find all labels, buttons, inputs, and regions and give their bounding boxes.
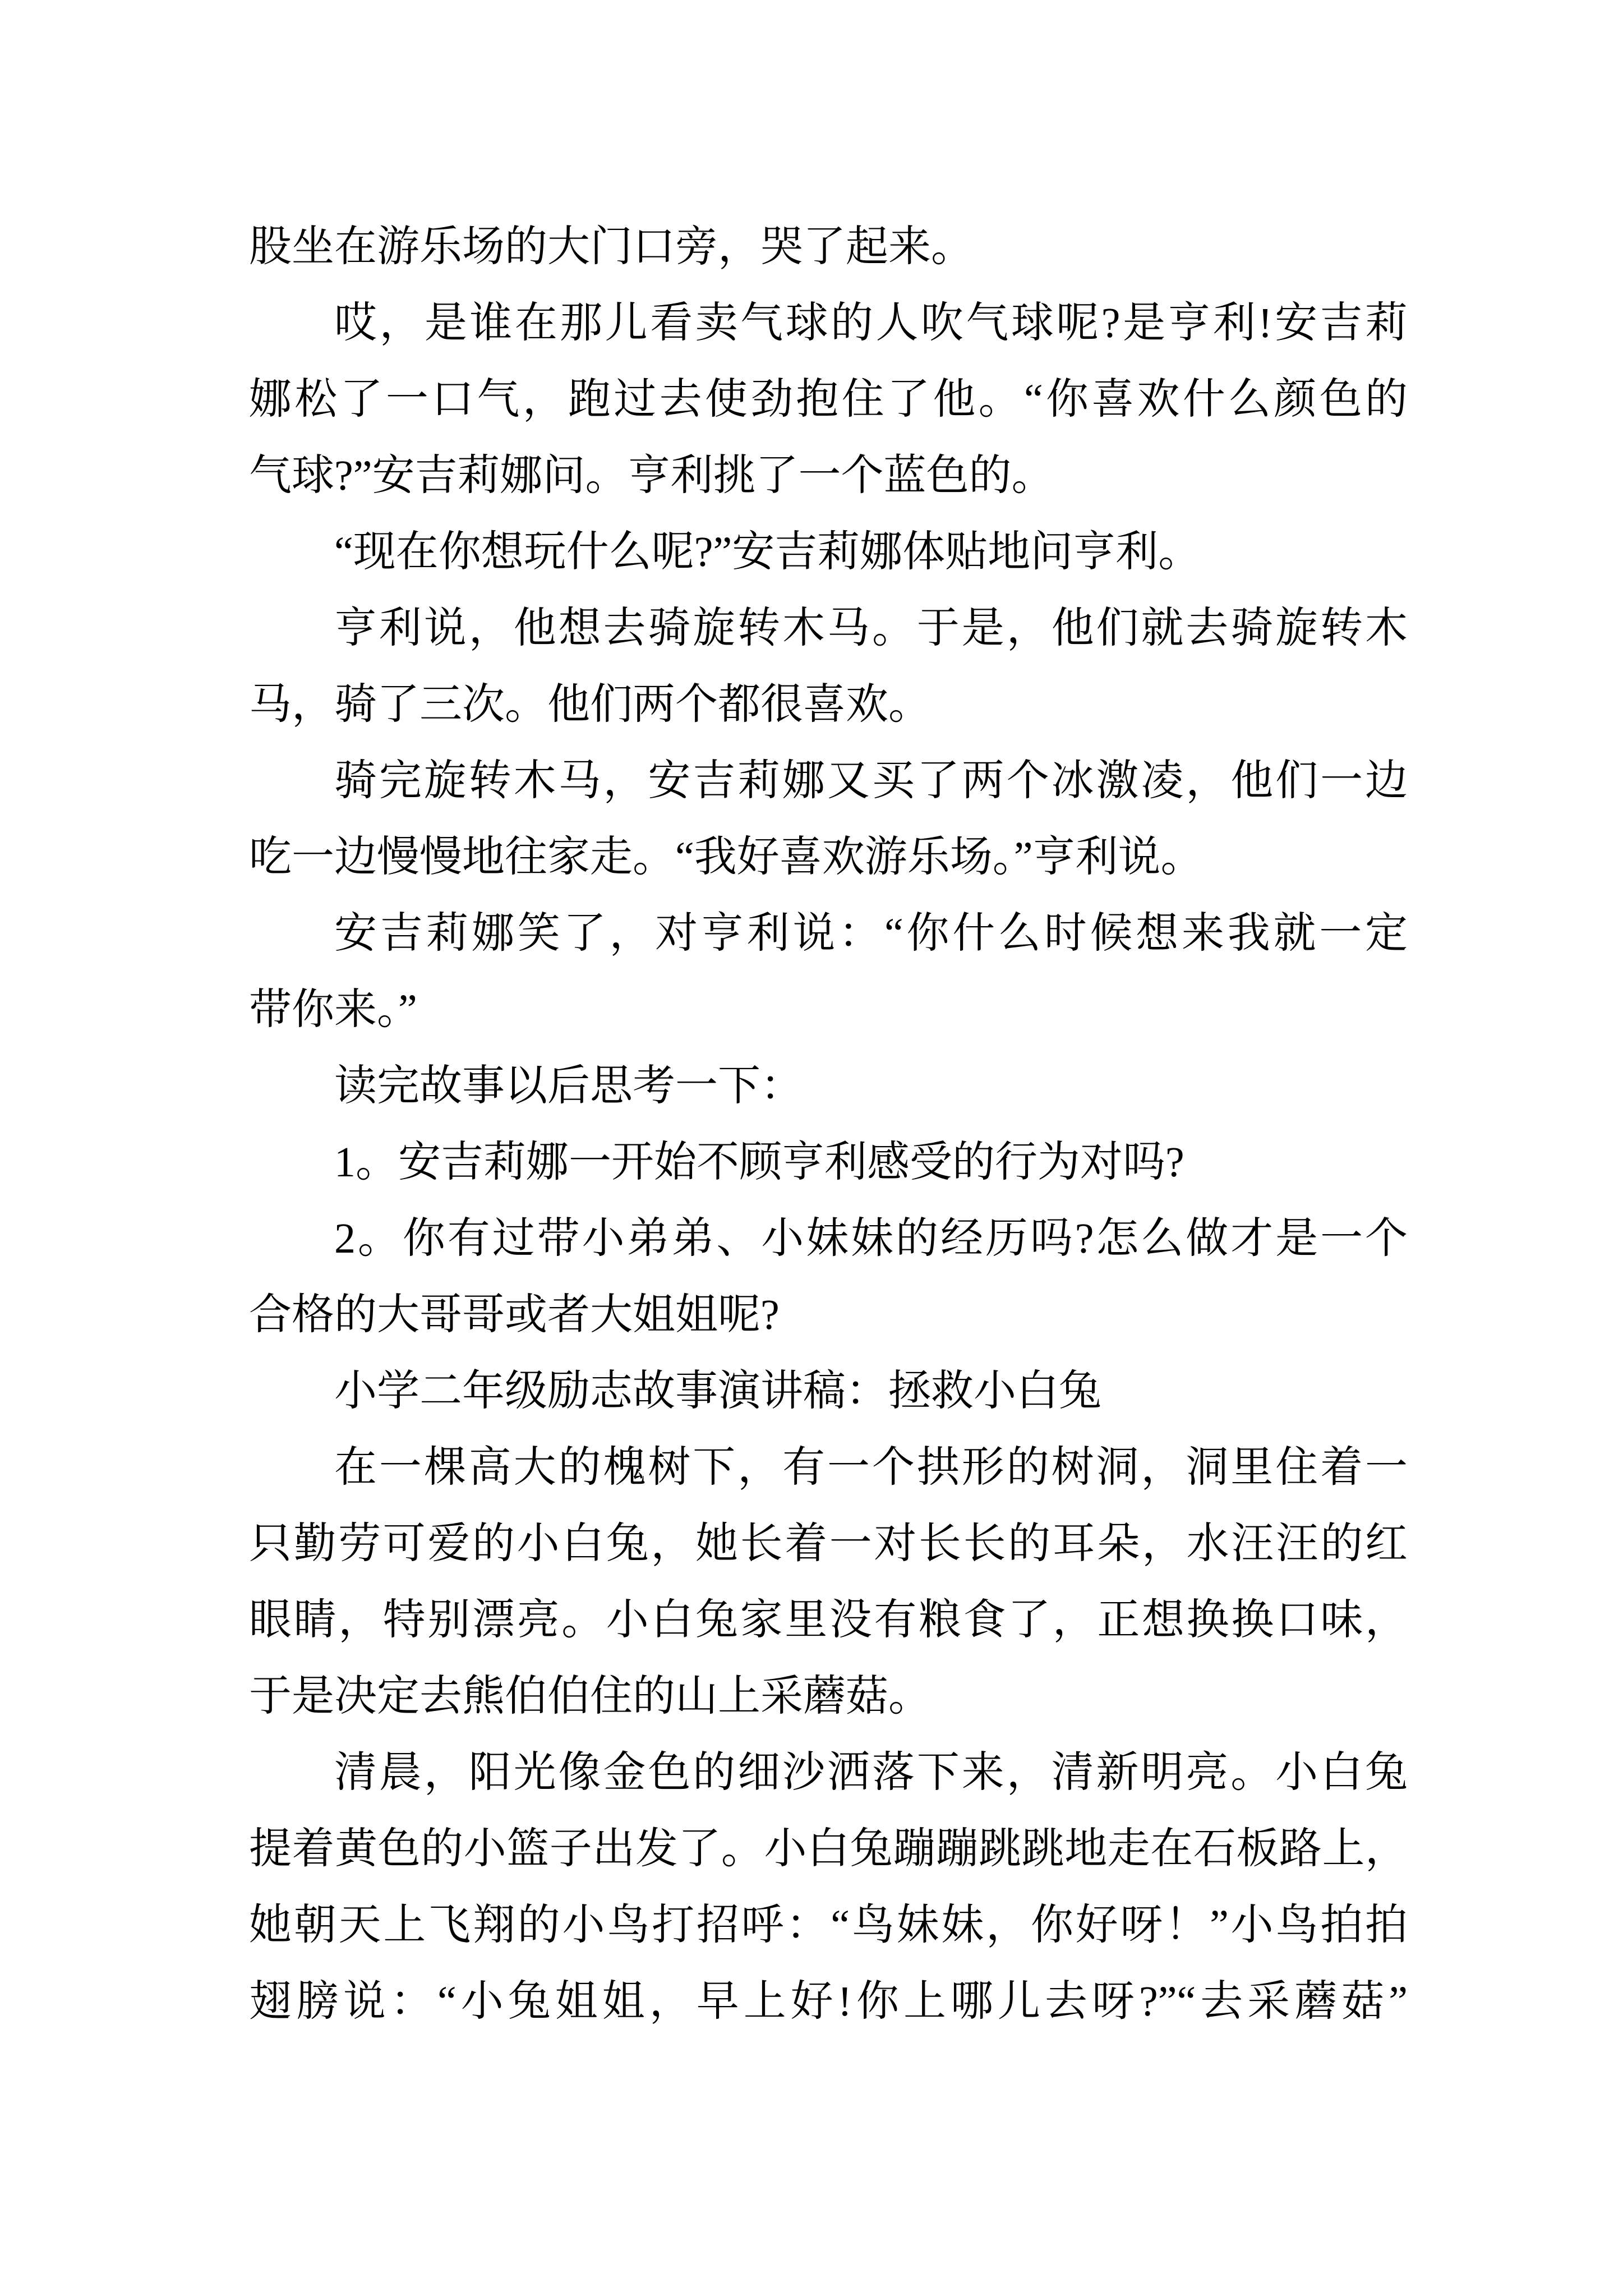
text-line: 清晨，阳光像金色的细沙洒落下来，清新明亮。小白兔 xyxy=(334,1749,1408,1796)
text-line: 安吉莉娜笑了，对亨利说：“你什么时候想来我就一定 xyxy=(334,910,1408,957)
text-line: 眼睛，特别漂亮。小白兔家里没有粮食了，正想换换口味， xyxy=(249,1596,1408,1644)
text-line: 读完故事以后思考一下： xyxy=(334,1062,803,1110)
text-line: 亨利说，他想去骑旋转木马。于是，他们就去骑旋转木 xyxy=(334,605,1408,652)
text-line: 提着黄色的小篮子出发了。小白兔蹦蹦跳跳地走在石板路上， xyxy=(249,1825,1408,1872)
text-line: 带你来。” xyxy=(249,986,417,1033)
text-line: 2。你有过带小弟弟、小妹妹的经历吗?怎么做才是一个 xyxy=(334,1215,1408,1262)
text-line: 小学二年级励志故事演讲稿：拯救小白兔 xyxy=(334,1368,1101,1415)
text-line: 翅膀说：“小兔姐姐，早上好!你上哪儿去呀?”“去采蘑菇” xyxy=(249,1978,1408,2025)
text-line: 气球?”安吉莉娜问。亨利挑了一个蓝色的。 xyxy=(249,452,1054,499)
text-line: 娜松了一口气，跑过去使劲抱住了他。“你喜欢什么颜色的 xyxy=(249,376,1408,423)
text-line: “现在你想玩什么呢?”安吉莉娜体贴地问亨利。 xyxy=(334,528,1201,576)
text-line: 只勤劳可爱的小白兔，她长着一对长长的耳朵，水汪汪的红 xyxy=(249,1520,1408,1567)
text-line: 在一棵高大的槐树下，有一个拱形的树洞，洞里住着一 xyxy=(334,1444,1408,1491)
text-line: 马，骑了三次。他们两个都很喜欢。 xyxy=(249,681,931,728)
text-line: 骑完旋转木马，安吉莉娜又买了两个冰激凌，他们一边 xyxy=(334,757,1408,804)
text-line: 于是决定去熊伯伯住的山上采蘑菇。 xyxy=(249,1673,931,1720)
text-line: 哎，是谁在那儿看卖气球的人吹气球呢?是亨利!安吉莉 xyxy=(334,300,1408,347)
text-line: 吃一边慢慢地往家走。“我好喜欢游乐场。”亨利说。 xyxy=(249,834,1204,881)
text-line: 合格的大哥哥或者大姐姐呢? xyxy=(249,1291,780,1338)
document-text-block xyxy=(249,209,1408,2040)
text-line: 她朝天上飞翔的小鸟打招呼：“鸟妹妹，你好呀！”小鸟拍拍 xyxy=(249,1902,1408,1949)
text-line: 1。安吉莉娜一开始不顾亨利感受的行为对吗? xyxy=(334,1139,1184,1186)
text-line: 股坐在游乐场的大门口旁，哭了起来。 xyxy=(249,223,974,270)
